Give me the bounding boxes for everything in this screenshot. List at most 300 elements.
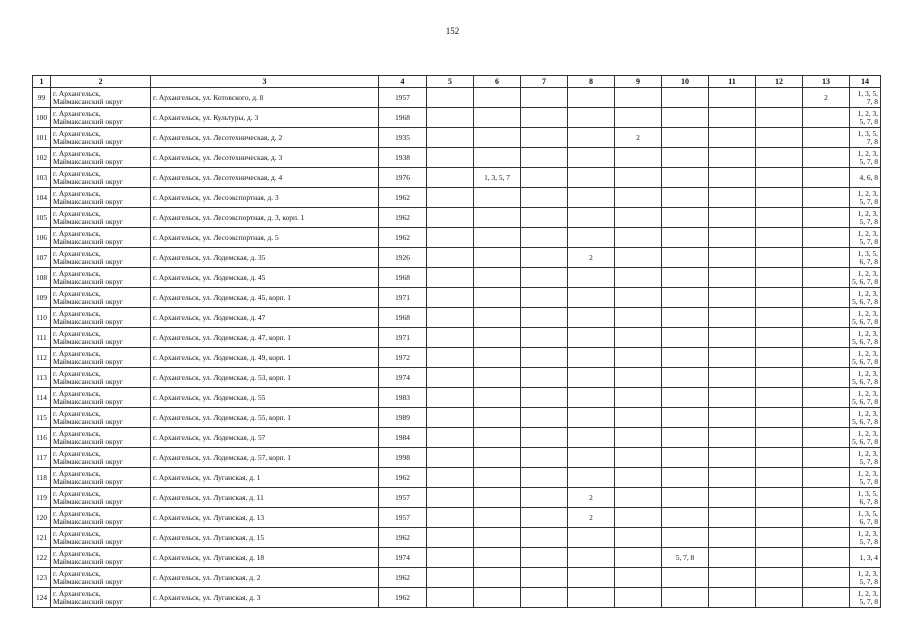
district-line: Маймаксанский округ <box>53 396 123 406</box>
value-cell-c5 <box>427 548 474 568</box>
table-row <box>33 428 881 448</box>
value-cell-c10 <box>662 468 709 488</box>
value-cell-c13 <box>803 108 850 128</box>
value-cell-c12 <box>756 328 803 348</box>
value-cell-c5 <box>427 348 474 368</box>
column-header: 14 <box>850 76 881 88</box>
district-line: г. Архангельск, <box>53 388 101 398</box>
value-cell-c12 <box>756 308 803 328</box>
value-cell-c13 <box>803 468 850 488</box>
codes-cell: 1, 2, 3, 5, 7, 8 <box>850 228 881 248</box>
column-header: 9 <box>615 76 662 88</box>
value-cell-c9 <box>615 148 662 168</box>
value-cell-c11 <box>709 328 756 348</box>
year-cell: 1962 <box>379 208 427 228</box>
row-number-cell: 105 <box>33 208 51 228</box>
district-line: г. Архангельск, <box>53 188 101 198</box>
district-line: г. Архангельск, <box>53 588 101 598</box>
value-cell-c7 <box>521 148 568 168</box>
codes-cell: 1, 2, 3, 5, 7, 8 <box>850 468 881 488</box>
value-cell-c9 <box>615 488 662 508</box>
value-cell-c8 <box>568 588 615 608</box>
value-cell-c10: 5, 7, 8 <box>662 548 709 568</box>
value-cell-c7 <box>521 308 568 328</box>
value-cell-c9 <box>615 268 662 288</box>
codes-cell: 1, 2, 3, 5, 7, 8 <box>850 108 881 128</box>
row-number-cell: 122 <box>33 548 51 568</box>
codes-cell: 1, 2, 3, 5, 6, 7, 8 <box>850 328 881 348</box>
value-cell-c5 <box>427 108 474 128</box>
district-line: Маймаксанский округ <box>53 176 123 186</box>
value-cell-c13 <box>803 228 850 248</box>
district-cell <box>51 208 151 228</box>
column-header: 7 <box>521 76 568 88</box>
value-cell-c11 <box>709 188 756 208</box>
value-cell-c10 <box>662 568 709 588</box>
value-cell-c5 <box>427 268 474 288</box>
address-cell: г. Архангельск, ул. Луганская, д. 3 <box>151 588 379 608</box>
row-number-cell: 99 <box>33 88 51 108</box>
address-cell: г. Архангельск, ул. Лодемская, д. 57, корп. 1 <box>151 448 379 468</box>
value-cell-c13: 2 <box>803 88 850 108</box>
codes-cell: 1, 2, 3, 5, 6, 7, 8 <box>850 268 881 288</box>
column-header: 8 <box>568 76 615 88</box>
table-row <box>33 88 881 108</box>
value-cell-c10 <box>662 488 709 508</box>
district-line: Маймаксанский округ <box>53 596 123 606</box>
value-cell-c8 <box>568 328 615 348</box>
district-cell <box>51 568 151 588</box>
column-header: 6 <box>474 76 521 88</box>
value-cell-c13 <box>803 488 850 508</box>
codes-cell: 1, 2, 3, 5, 7, 8 <box>850 148 881 168</box>
value-cell-c13 <box>803 148 850 168</box>
value-cell-c8 <box>568 108 615 128</box>
district-line: Маймаксанский округ <box>53 496 123 506</box>
value-cell-c9 <box>615 108 662 128</box>
table-row <box>33 348 881 368</box>
value-cell-c13 <box>803 508 850 528</box>
address-cell: г. Архангельск, ул. Лодемская, д. 53, корп. 1 <box>151 368 379 388</box>
value-cell-c10 <box>662 148 709 168</box>
codes-cell: 1, 3, 5, 6, 7, 8 <box>850 488 881 508</box>
housing-table <box>32 75 881 608</box>
address-cell: г. Архангельск, ул. Лесоэкспортная, д. 5 <box>151 228 379 248</box>
value-cell-c7 <box>521 348 568 368</box>
district-cell <box>51 448 151 468</box>
address-cell: г. Архангельск, ул. Лесоэкспортная, д. 3 <box>151 188 379 208</box>
district-cell <box>51 108 151 128</box>
district-cell <box>51 368 151 388</box>
table-row <box>33 448 881 468</box>
value-cell-c9 <box>615 568 662 588</box>
value-cell-c12 <box>756 448 803 468</box>
column-header: 2 <box>51 76 151 88</box>
value-cell-c8 <box>568 468 615 488</box>
address-cell: г. Архангельск, ул. Лодемская, д. 57 <box>151 428 379 448</box>
value-cell-c8 <box>568 448 615 468</box>
value-cell-c11 <box>709 88 756 108</box>
value-cell-c8: 2 <box>568 248 615 268</box>
value-cell-c12 <box>756 388 803 408</box>
table-row <box>33 308 881 328</box>
row-number-cell: 103 <box>33 168 51 188</box>
value-cell-c12 <box>756 128 803 148</box>
value-cell-c6 <box>474 528 521 548</box>
value-cell-c11 <box>709 388 756 408</box>
value-cell-c6 <box>474 288 521 308</box>
value-cell-c11 <box>709 148 756 168</box>
address-cell: г. Архангельск, ул. Лесотехническая, д. 4 <box>151 168 379 188</box>
value-cell-c11 <box>709 168 756 188</box>
district-line: Маймаксанский округ <box>53 356 123 366</box>
value-cell-c7 <box>521 368 568 388</box>
district-line: Маймаксанский округ <box>53 576 123 586</box>
value-cell-c12 <box>756 88 803 108</box>
table-row <box>33 208 881 228</box>
value-cell-c12 <box>756 168 803 188</box>
table-row <box>33 148 881 168</box>
codes-cell: 1, 2, 3, 5, 6, 7, 8 <box>850 368 881 388</box>
value-cell-c10 <box>662 88 709 108</box>
value-cell-c12 <box>756 188 803 208</box>
value-cell-c8 <box>568 128 615 148</box>
value-cell-c9 <box>615 248 662 268</box>
value-cell-c5 <box>427 588 474 608</box>
district-line: Маймаксанский округ <box>53 476 123 486</box>
table-row <box>33 128 881 148</box>
year-cell: 1971 <box>379 328 427 348</box>
codes-cell: 1, 3, 5, 7, 8 <box>850 128 881 148</box>
district-cell <box>51 328 151 348</box>
value-cell-c13 <box>803 288 850 308</box>
value-cell-c6 <box>474 568 521 588</box>
value-cell-c7 <box>521 328 568 348</box>
value-cell-c9 <box>615 508 662 528</box>
district-line: г. Архангельск, <box>53 528 101 538</box>
value-cell-c5 <box>427 308 474 328</box>
value-cell-c6 <box>474 448 521 468</box>
value-cell-c9 <box>615 468 662 488</box>
value-cell-c7 <box>521 188 568 208</box>
value-cell-c5 <box>427 408 474 428</box>
value-cell-c5 <box>427 428 474 448</box>
value-cell-c11 <box>709 408 756 428</box>
district-cell <box>51 128 151 148</box>
codes-cell: 1, 3, 5, 6, 7, 8 <box>850 508 881 528</box>
row-number-cell: 100 <box>33 108 51 128</box>
value-cell-c5 <box>427 328 474 348</box>
value-cell-c12 <box>756 108 803 128</box>
address-cell: г. Архангельск, ул. Луганская, д. 15 <box>151 528 379 548</box>
district-line: г. Архангельск, <box>53 268 101 278</box>
value-cell-c11 <box>709 508 756 528</box>
value-cell-c13 <box>803 268 850 288</box>
value-cell-c6 <box>474 488 521 508</box>
address-cell: г. Архангельск, ул. Лодемская, д. 35 <box>151 248 379 268</box>
value-cell-c11 <box>709 548 756 568</box>
value-cell-c11 <box>709 108 756 128</box>
value-cell-c7 <box>521 548 568 568</box>
column-header: 5 <box>427 76 474 88</box>
codes-cell: 1, 2, 3, 5, 6, 7, 8 <box>850 428 881 448</box>
value-cell-c12 <box>756 368 803 388</box>
value-cell-c11 <box>709 248 756 268</box>
codes-cell: 1, 2, 3, 5, 7, 8 <box>850 528 881 548</box>
row-number-cell: 114 <box>33 388 51 408</box>
value-cell-c11 <box>709 448 756 468</box>
value-cell-c5 <box>427 248 474 268</box>
value-cell-c8 <box>568 188 615 208</box>
district-line: Маймаксанский округ <box>53 316 123 326</box>
value-cell-c13 <box>803 368 850 388</box>
table-row <box>33 188 881 208</box>
address-cell: г. Архангельск, ул. Лодемская, д. 55, корп. 1 <box>151 408 379 428</box>
codes-cell: 1, 2, 3, 5, 7, 8 <box>850 188 881 208</box>
value-cell-c7 <box>521 448 568 468</box>
address-cell: г. Архангельск, ул. Луганская, д. 1 <box>151 468 379 488</box>
district-line: Маймаксанский округ <box>53 156 123 166</box>
district-line: г. Архангельск, <box>53 488 101 498</box>
address-cell: г. Архангельск, ул. Луганская, д. 13 <box>151 508 379 528</box>
district-line: г. Архангельск, <box>53 548 101 558</box>
table-row <box>33 388 881 408</box>
table-row <box>33 508 881 528</box>
value-cell-c12 <box>756 228 803 248</box>
table-row <box>33 108 881 128</box>
value-cell-c6 <box>474 188 521 208</box>
codes-cell: 1, 2, 3, 5, 7, 8 <box>850 208 881 228</box>
value-cell-c7 <box>521 388 568 408</box>
district-line: Маймаксанский округ <box>53 236 123 246</box>
value-cell-c9 <box>615 348 662 368</box>
value-cell-c11 <box>709 128 756 148</box>
district-line: Маймаксанский округ <box>53 96 123 106</box>
district-line: г. Архангельск, <box>53 108 101 118</box>
district-line: Маймаксанский округ <box>53 436 123 446</box>
value-cell-c6 <box>474 268 521 288</box>
district-line: г. Архангельск, <box>53 248 101 258</box>
value-cell-c11 <box>709 268 756 288</box>
district-line: Маймаксанский округ <box>53 516 123 526</box>
value-cell-c9 <box>615 428 662 448</box>
value-cell-c6 <box>474 468 521 488</box>
district-cell <box>51 168 151 188</box>
value-cell-c10 <box>662 428 709 448</box>
value-cell-c9 <box>615 88 662 108</box>
value-cell-c11 <box>709 368 756 388</box>
value-cell-c6 <box>474 248 521 268</box>
value-cell-c6 <box>474 228 521 248</box>
value-cell-c8: 2 <box>568 488 615 508</box>
value-cell-c12 <box>756 488 803 508</box>
value-cell-c7 <box>521 108 568 128</box>
year-cell: 1968 <box>379 108 427 128</box>
value-cell-c8 <box>568 368 615 388</box>
district-line: Маймаксанский округ <box>53 556 123 566</box>
codes-cell: 1, 3, 5, 6, 7, 8 <box>850 248 881 268</box>
value-cell-c8 <box>568 208 615 228</box>
value-cell-c8 <box>568 168 615 188</box>
row-number-cell: 108 <box>33 268 51 288</box>
codes-cell: 1, 2, 3, 5, 6, 7, 8 <box>850 408 881 428</box>
district-cell <box>51 408 151 428</box>
value-cell-c11 <box>709 348 756 368</box>
row-number-cell: 106 <box>33 228 51 248</box>
district-cell <box>51 508 151 528</box>
value-cell-c6 <box>474 408 521 428</box>
district-cell <box>51 148 151 168</box>
year-cell: 1962 <box>379 568 427 588</box>
value-cell-c12 <box>756 528 803 548</box>
value-cell-c10 <box>662 588 709 608</box>
district-cell <box>51 188 151 208</box>
value-cell-c10 <box>662 308 709 328</box>
value-cell-c10 <box>662 188 709 208</box>
value-cell-c8: 2 <box>568 508 615 528</box>
value-cell-c12 <box>756 288 803 308</box>
table-row <box>33 328 881 348</box>
codes-cell: 1, 2, 3, 5, 7, 8 <box>850 588 881 608</box>
value-cell-c9 <box>615 368 662 388</box>
district-line: Маймаксанский округ <box>53 376 123 386</box>
value-cell-c7 <box>521 208 568 228</box>
value-cell-c10 <box>662 508 709 528</box>
row-number-cell: 101 <box>33 128 51 148</box>
district-line: г. Архангельск, <box>53 508 101 518</box>
value-cell-c12 <box>756 588 803 608</box>
value-cell-c8 <box>568 148 615 168</box>
value-cell-c13 <box>803 328 850 348</box>
year-cell: 1968 <box>379 308 427 328</box>
district-line: Маймаксанский округ <box>53 136 123 146</box>
address-cell: г. Архангельск, ул. Луганская, д. 2 <box>151 568 379 588</box>
value-cell-c7 <box>521 508 568 528</box>
value-cell-c11 <box>709 308 756 328</box>
value-cell-c7 <box>521 468 568 488</box>
value-cell-c13 <box>803 248 850 268</box>
column-header: 13 <box>803 76 850 88</box>
row-number-cell: 112 <box>33 348 51 368</box>
district-line: г. Архангельск, <box>53 448 101 458</box>
address-cell: г. Архангельск, ул. Луганская, д. 11 <box>151 488 379 508</box>
value-cell-c11 <box>709 228 756 248</box>
year-cell: 1962 <box>379 228 427 248</box>
address-cell: г. Архангельск, ул. Лодемская, д. 47 <box>151 308 379 328</box>
codes-cell: 1, 2, 3, 5, 6, 7, 8 <box>850 288 881 308</box>
value-cell-c6 <box>474 348 521 368</box>
address-cell: г. Архангельск, ул. Лодемская, д. 47, корп. 1 <box>151 328 379 348</box>
value-cell-c10 <box>662 228 709 248</box>
value-cell-c5 <box>427 88 474 108</box>
value-cell-c9 <box>615 228 662 248</box>
column-header: 1 <box>33 76 51 88</box>
value-cell-c7 <box>521 228 568 248</box>
row-number-cell: 124 <box>33 588 51 608</box>
value-cell-c5 <box>427 368 474 388</box>
row-number-cell: 121 <box>33 528 51 548</box>
value-cell-c7 <box>521 248 568 268</box>
value-cell-c13 <box>803 548 850 568</box>
value-cell-c8 <box>568 268 615 288</box>
district-line: г. Архангельск, <box>53 468 101 478</box>
value-cell-c8 <box>568 88 615 108</box>
value-cell-c11 <box>709 568 756 588</box>
value-cell-c5 <box>427 568 474 588</box>
district-cell <box>51 248 151 268</box>
value-cell-c12 <box>756 268 803 288</box>
value-cell-c8 <box>568 568 615 588</box>
district-line: Маймаксанский округ <box>53 276 123 286</box>
value-cell-c8 <box>568 308 615 328</box>
value-cell-c8 <box>568 348 615 368</box>
district-line: г. Архангельск, <box>53 208 101 218</box>
value-cell-c10 <box>662 528 709 548</box>
row-number-cell: 107 <box>33 248 51 268</box>
district-cell <box>51 588 151 608</box>
district-line: Маймаксанский округ <box>53 416 123 426</box>
year-cell: 1957 <box>379 488 427 508</box>
value-cell-c7 <box>521 568 568 588</box>
table-row <box>33 488 881 508</box>
value-cell-c6 <box>474 108 521 128</box>
value-cell-c13 <box>803 168 850 188</box>
codes-cell: 1, 2, 3, 5, 6, 7, 8 <box>850 388 881 408</box>
year-cell: 1998 <box>379 448 427 468</box>
value-cell-c8 <box>568 548 615 568</box>
value-cell-c6 <box>474 128 521 148</box>
district-line: г. Архангельск, <box>53 228 101 238</box>
value-cell-c5 <box>427 288 474 308</box>
value-cell-c6 <box>474 88 521 108</box>
year-cell: 1926 <box>379 248 427 268</box>
row-number-cell: 117 <box>33 448 51 468</box>
value-cell-c8 <box>568 428 615 448</box>
value-cell-c5 <box>427 148 474 168</box>
row-number-cell: 111 <box>33 328 51 348</box>
year-cell: 1974 <box>379 368 427 388</box>
table-body <box>33 88 881 608</box>
year-cell: 1962 <box>379 588 427 608</box>
district-line: г. Архангельск, <box>53 308 101 318</box>
value-cell-c9 <box>615 168 662 188</box>
column-header: 11 <box>709 76 756 88</box>
value-cell-c7 <box>521 168 568 188</box>
value-cell-c9 <box>615 528 662 548</box>
table-row <box>33 568 881 588</box>
year-cell: 1962 <box>379 468 427 488</box>
value-cell-c9 <box>615 288 662 308</box>
value-cell-c13 <box>803 128 850 148</box>
table-row <box>33 468 881 488</box>
value-cell-c8 <box>568 228 615 248</box>
value-cell-c12 <box>756 468 803 488</box>
value-cell-c10 <box>662 348 709 368</box>
value-cell-c12 <box>756 408 803 428</box>
value-cell-c6 <box>474 388 521 408</box>
column-header: 4 <box>379 76 427 88</box>
district-line: г. Архангельск, <box>53 168 101 178</box>
value-cell-c13 <box>803 408 850 428</box>
value-cell-c5 <box>427 208 474 228</box>
year-cell: 1957 <box>379 88 427 108</box>
value-cell-c10 <box>662 128 709 148</box>
value-cell-c13 <box>803 448 850 468</box>
value-cell-c6 <box>474 428 521 448</box>
value-cell-c13 <box>803 208 850 228</box>
district-cell <box>51 308 151 328</box>
value-cell-c9 <box>615 448 662 468</box>
